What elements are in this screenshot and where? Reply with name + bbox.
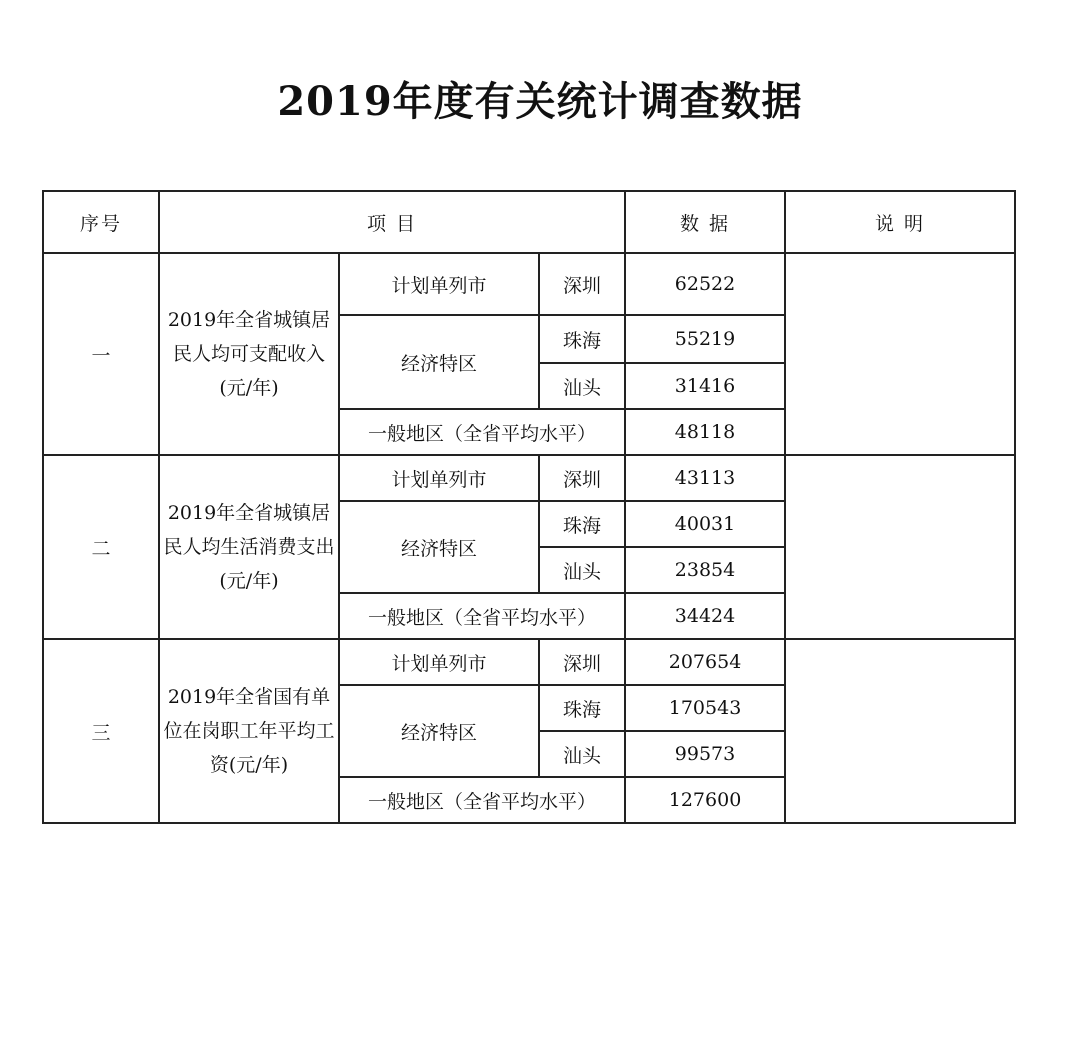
- group-3-value-zhuhai: 170543: [625, 685, 785, 731]
- group-1-description: 2019年全省城镇居民人均可支配收入(元/年): [159, 253, 339, 455]
- group-3-planned-label: 计划单列市: [339, 639, 539, 685]
- table-header-row: [43, 191, 1015, 253]
- group-1-value-general: 48118: [625, 409, 785, 455]
- table-row: [43, 253, 1015, 315]
- group-2-value-general: 34424: [625, 593, 785, 639]
- group-3-city-zhuhai: 珠海: [539, 685, 625, 731]
- group-1-city-shenzhen: 深圳: [539, 253, 625, 315]
- group-2-city-shenzhen: 深圳: [539, 455, 625, 501]
- group-1-city-shantou: 汕头: [539, 363, 625, 409]
- group-2-value-zhuhai: 40031: [625, 501, 785, 547]
- group-2-value-shantou: 23854: [625, 547, 785, 593]
- group-1-value-shenzhen: 62522: [625, 253, 785, 315]
- group-2-city-shantou: 汕头: [539, 547, 625, 593]
- group-3-value-shenzhen: 207654: [625, 639, 785, 685]
- group-2-planned-label: 计划单列市: [339, 455, 539, 501]
- group-2-city-zhuhai: 珠海: [539, 501, 625, 547]
- group-1-general-label: 一般地区（全省平均水平）: [339, 409, 625, 455]
- group-3-sez-label: 经济特区: [339, 685, 539, 777]
- header-item: 项 目: [159, 191, 625, 253]
- header-note: 说 明: [785, 191, 1015, 253]
- table-row: [43, 639, 1015, 685]
- group-2-general-label: 一般地区（全省平均水平）: [339, 593, 625, 639]
- group-2-description: 2019年全省城镇居民人均生活消费支出(元/年): [159, 455, 339, 639]
- table-row: [43, 455, 1015, 501]
- group-1-value-zhuhai: 55219: [625, 315, 785, 363]
- group-1-sez-label: 经济特区: [339, 315, 539, 409]
- group-2-note: [785, 455, 1015, 639]
- group-3-note: [785, 639, 1015, 823]
- group-3-value-general: 127600: [625, 777, 785, 823]
- group-2-sez-label: 经济特区: [339, 501, 539, 593]
- group-3-value-shantou: 99573: [625, 731, 785, 777]
- group-3-seq: 三: [43, 639, 159, 823]
- group-3-description: 2019年全省国有单位在岗职工年平均工资(元/年): [159, 639, 339, 823]
- group-1-note: [785, 253, 1015, 455]
- group-3-city-shenzhen: 深圳: [539, 639, 625, 685]
- statistics-table: [42, 190, 1016, 824]
- group-3-general-label: 一般地区（全省平均水平）: [339, 777, 625, 823]
- group-1-city-zhuhai: 珠海: [539, 315, 625, 363]
- group-2-seq: 二: [43, 455, 159, 639]
- group-3-city-shantou: 汕头: [539, 731, 625, 777]
- group-1-planned-label: 计划单列市: [339, 253, 539, 315]
- document-title: 2019年度有关统计调查数据: [277, 78, 803, 125]
- header-data: 数 据: [625, 191, 785, 253]
- header-seq: 序号: [43, 191, 159, 253]
- group-1-seq: 一: [43, 253, 159, 455]
- group-1-value-shantou: 31416: [625, 363, 785, 409]
- group-2-value-shenzhen: 43113: [625, 455, 785, 501]
